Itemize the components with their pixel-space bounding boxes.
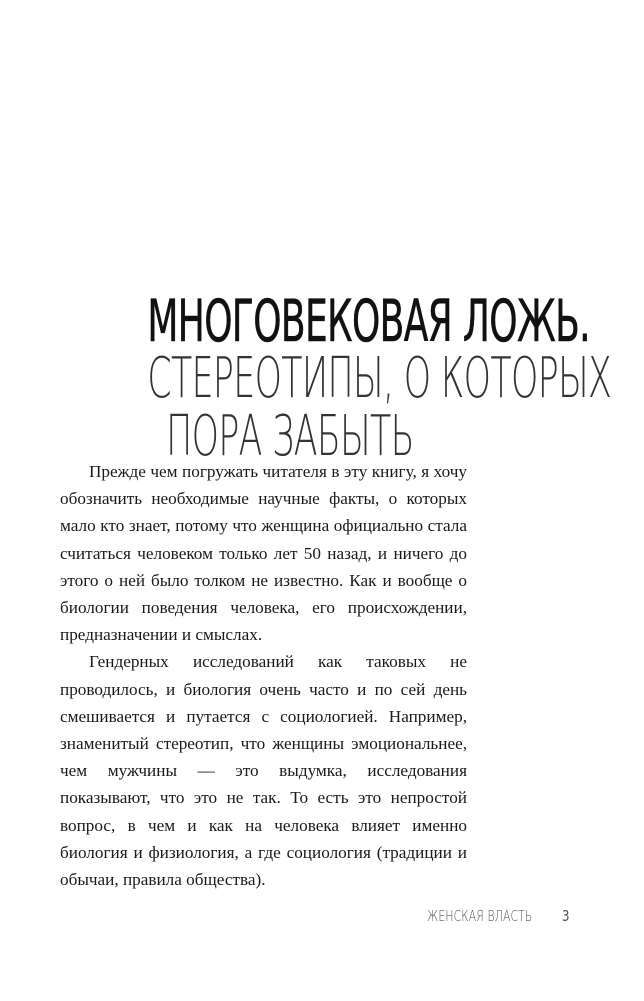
body-text — [60, 458, 467, 893]
page-number: 3 — [562, 907, 570, 925]
page-footer — [400, 907, 580, 931]
running-head: ЖЕНСКАЯ ВЛАСТЬ — [426, 907, 532, 925]
chapter-title-line-2: СТЕРЕОТИПЫ, О КОТОРЫХ — [147, 346, 612, 411]
chapter-title — [60, 287, 612, 469]
chapter-title-line-1: МНОГОВЕКОВАЯ ЛОЖЬ. — [147, 287, 590, 355]
chapter-title-line-3: ПОРА ЗАБЫТЬ — [166, 404, 414, 469]
paragraph-2: Гендерных исследований как таковых не проводилось, и биология очень часто и по сей день смешивается и путается с социологией. Например, знаменитый стереотип, что женщины эмоциональнее, чем мужчины — это выдумка, исследования показывают, что это не так. То есть это непростой вопрос, в чем и как на человека влияет именно биология и физиология, а где социология (традиции и обычаи, правила общества). — [60, 652, 467, 890]
paragraph-1: Прежде чем погружать читателя в эту книгу, я хочу обозначить необходимые научные факты, о которых мало кто знает, потому что женщина официально стала считаться человеком только лет 50 назад, и ничего до этого о ней было толком не известно. Как и вообще о биологии поведения человека, его происхождении, предназначении и смыслах. — [60, 462, 467, 645]
